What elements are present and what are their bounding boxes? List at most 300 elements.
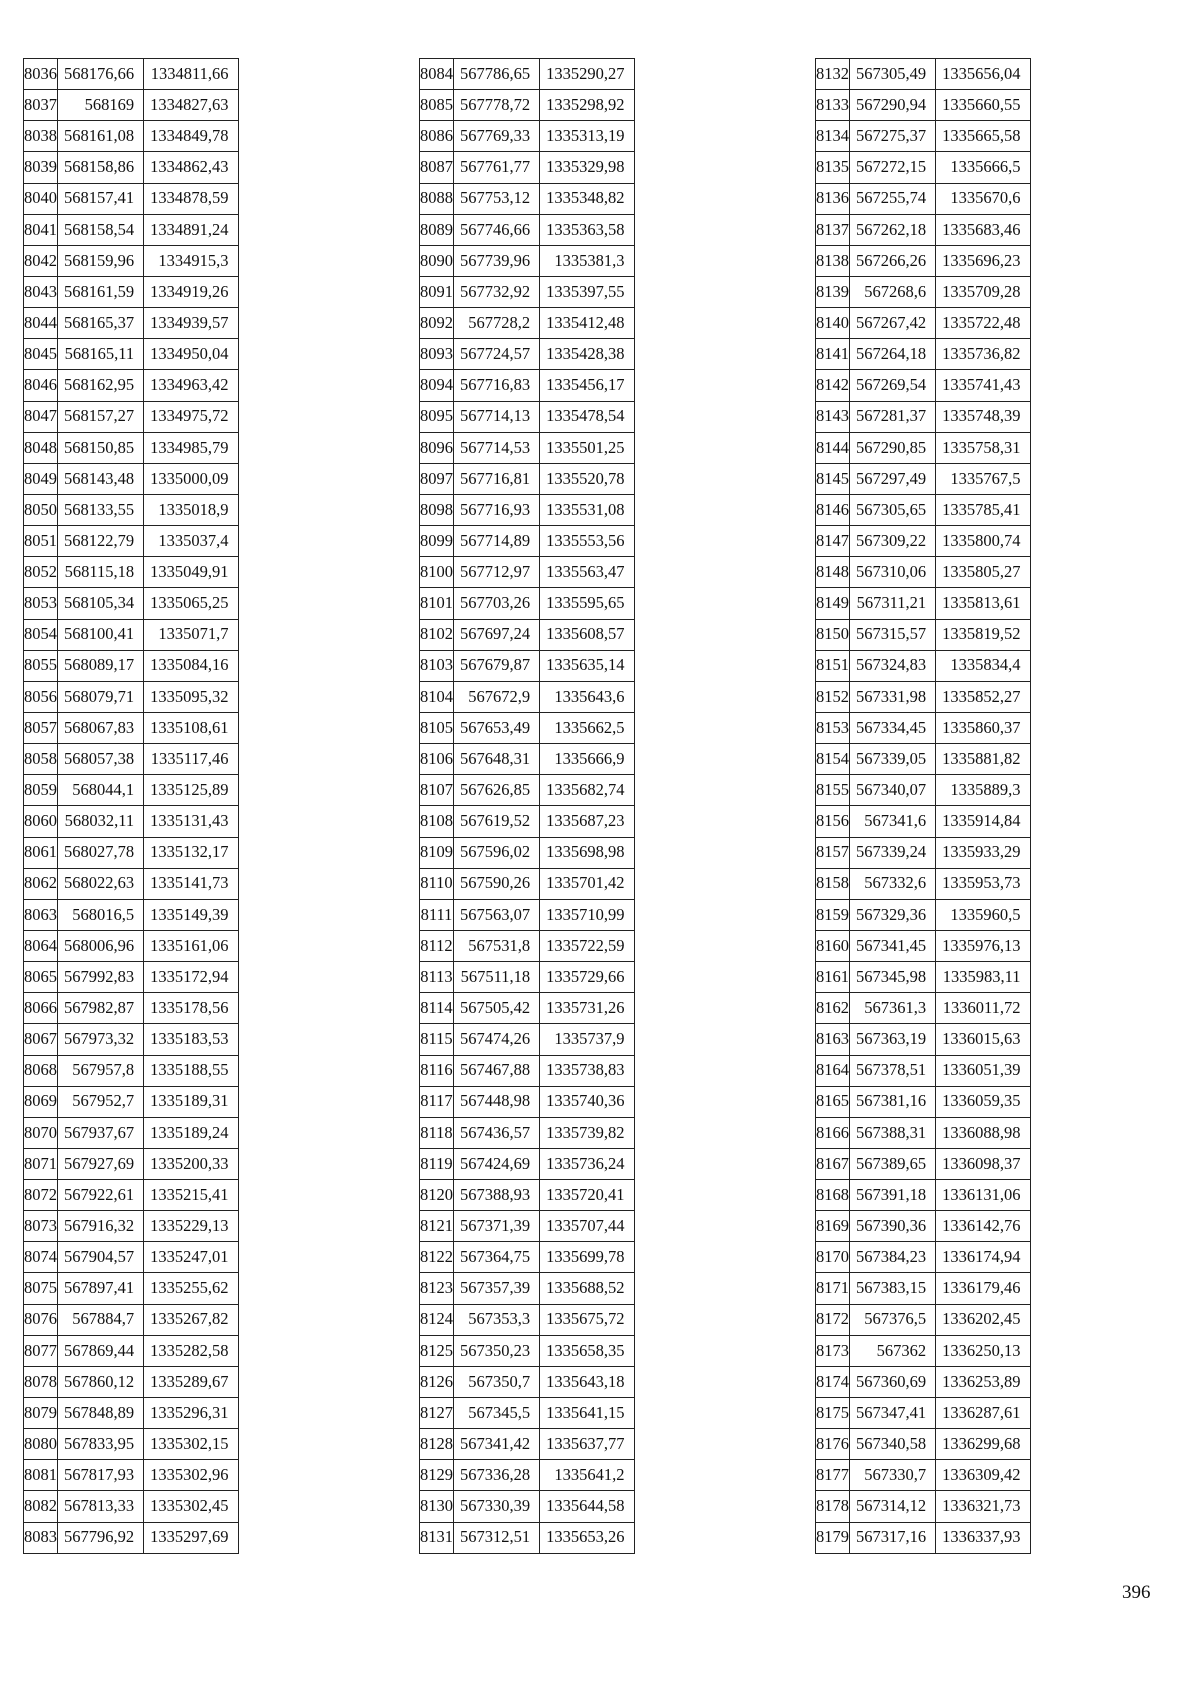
point-number-cell: 8115 [420,1024,454,1055]
point-number-cell: 8089 [420,214,454,245]
y-coordinate-cell: 1335682,74 [540,775,634,806]
y-coordinate-cell: 1335666,5 [936,152,1030,183]
x-coordinate-cell: 567388,31 [850,1117,936,1148]
table-row [816,650,1031,681]
point-number-cell: 8150 [816,619,850,650]
x-coordinate-cell: 567314,12 [850,1491,936,1522]
x-coordinate-cell: 568158,54 [58,214,144,245]
y-coordinate-cell: 1335644,58 [540,1491,634,1522]
x-coordinate-cell: 567378,51 [850,1055,936,1086]
point-number-cell: 8084 [420,59,454,90]
y-coordinate-cell: 1334939,57 [144,308,238,339]
point-number-cell: 8064 [24,930,58,961]
table-row [816,121,1031,152]
x-coordinate-cell: 567505,42 [454,993,540,1024]
point-number-cell: 8157 [816,837,850,868]
y-coordinate-cell: 1335397,55 [540,276,634,307]
point-number-cell: 8104 [420,681,454,712]
table-row [816,962,1031,993]
table-row [24,993,239,1024]
point-number-cell: 8095 [420,401,454,432]
y-coordinate-cell: 1336051,39 [936,1055,1030,1086]
table-row [420,868,635,899]
x-coordinate-cell: 567769,33 [454,121,540,152]
y-coordinate-cell: 1335065,25 [144,588,238,619]
table-row [24,1304,239,1335]
point-number-cell: 8066 [24,993,58,1024]
table-row [816,1366,1031,1397]
x-coordinate-cell: 567267,42 [850,308,936,339]
x-coordinate-cell: 567897,41 [58,1273,144,1304]
point-number-cell: 8039 [24,152,58,183]
table-row [420,806,635,837]
y-coordinate-cell: 1335738,83 [540,1055,634,1086]
point-number-cell: 8129 [420,1460,454,1491]
x-coordinate-cell: 567341,42 [454,1429,540,1460]
table-row [816,1429,1031,1460]
x-coordinate-cell: 567262,18 [850,214,936,245]
point-number-cell: 8077 [24,1335,58,1366]
table-row [816,744,1031,775]
x-coordinate-cell: 567796,92 [58,1522,144,1553]
point-number-cell: 8100 [420,557,454,588]
point-number-cell: 8097 [420,463,454,494]
table-row [24,1491,239,1522]
x-coordinate-cell: 567869,44 [58,1335,144,1366]
y-coordinate-cell: 1335653,26 [540,1522,634,1553]
point-number-cell: 8054 [24,619,58,650]
point-number-cell: 8053 [24,588,58,619]
table-row [420,1055,635,1086]
x-coordinate-cell: 567297,49 [850,463,936,494]
table-row [420,152,635,183]
point-number-cell: 8068 [24,1055,58,1086]
x-coordinate-cell: 567732,92 [454,276,540,307]
table-row [816,339,1031,370]
x-coordinate-cell: 567329,36 [850,899,936,930]
y-coordinate-cell: 1335881,82 [936,744,1030,775]
y-coordinate-cell: 1336088,98 [936,1117,1030,1148]
y-coordinate-cell: 1335748,39 [936,401,1030,432]
y-coordinate-cell: 1335000,09 [144,463,238,494]
point-number-cell: 8098 [420,494,454,525]
point-number-cell: 8048 [24,432,58,463]
x-coordinate-cell: 567474,26 [454,1024,540,1055]
table-row [816,1273,1031,1304]
y-coordinate-cell: 1335953,73 [936,868,1030,899]
point-number-cell: 8059 [24,775,58,806]
x-coordinate-cell: 568022,63 [58,868,144,899]
x-coordinate-cell: 567761,77 [454,152,540,183]
y-coordinate-cell: 1335976,13 [936,930,1030,961]
table-row [24,899,239,930]
y-coordinate-cell: 1335729,66 [540,962,634,993]
y-coordinate-cell: 1336098,37 [936,1148,1030,1179]
x-coordinate-cell: 567330,39 [454,1491,540,1522]
table-row [420,557,635,588]
x-coordinate-cell: 567336,28 [454,1460,540,1491]
point-number-cell: 8121 [420,1211,454,1242]
y-coordinate-cell: 1335641,15 [540,1398,634,1429]
table-row [420,1460,635,1491]
point-number-cell: 8119 [420,1148,454,1179]
y-coordinate-cell: 1335172,94 [144,962,238,993]
point-number-cell: 8069 [24,1086,58,1117]
table-row [420,1117,635,1148]
y-coordinate-cell: 1335662,5 [540,712,634,743]
y-coordinate-cell: 1335149,39 [144,899,238,930]
x-coordinate-cell: 568157,27 [58,401,144,432]
x-coordinate-cell: 567531,8 [454,930,540,961]
x-coordinate-cell: 567317,16 [850,1522,936,1553]
table-row [420,1211,635,1242]
y-coordinate-cell: 1335983,11 [936,962,1030,993]
x-coordinate-cell: 567679,87 [454,650,540,681]
table-row [816,1055,1031,1086]
point-number-cell: 8041 [24,214,58,245]
point-number-cell: 8109 [420,837,454,868]
point-number-cell: 8138 [816,245,850,276]
y-coordinate-cell: 1335329,98 [540,152,634,183]
table-row [24,806,239,837]
y-coordinate-cell: 1335520,78 [540,463,634,494]
x-coordinate-cell: 567937,67 [58,1117,144,1148]
y-coordinate-cell: 1334811,66 [144,59,238,90]
point-number-cell: 8175 [816,1398,850,1429]
table-row [420,1429,635,1460]
x-coordinate-cell: 567340,58 [850,1429,936,1460]
table-row [816,152,1031,183]
point-number-cell: 8168 [816,1180,850,1211]
x-coordinate-cell: 567281,37 [850,401,936,432]
x-coordinate-cell: 567275,37 [850,121,936,152]
table-row [420,1398,635,1429]
point-number-cell: 8082 [24,1491,58,1522]
point-number-cell: 8120 [420,1180,454,1211]
point-number-cell: 8050 [24,494,58,525]
point-number-cell: 8116 [420,1055,454,1086]
table-row [420,308,635,339]
table-row [420,993,635,1024]
point-number-cell: 8088 [420,183,454,214]
x-coordinate-cell: 568162,95 [58,370,144,401]
point-number-cell: 8106 [420,744,454,775]
table-row [24,1211,239,1242]
point-number-cell: 8061 [24,837,58,868]
x-coordinate-cell: 567264,18 [850,339,936,370]
point-number-cell: 8090 [420,245,454,276]
table-row [816,245,1031,276]
y-coordinate-cell: 1336202,45 [936,1304,1030,1335]
point-number-cell: 8170 [816,1242,850,1273]
table-row [816,1460,1031,1491]
table-row [24,1148,239,1179]
point-number-cell: 8102 [420,619,454,650]
y-coordinate-cell: 1335687,23 [540,806,634,837]
table-row [420,432,635,463]
table-row [816,557,1031,588]
x-coordinate-cell: 567272,15 [850,152,936,183]
table-row [816,90,1031,121]
point-number-cell: 8093 [420,339,454,370]
table-row [420,1148,635,1179]
y-coordinate-cell: 1335298,92 [540,90,634,121]
y-coordinate-cell: 1335282,58 [144,1335,238,1366]
x-coordinate-cell: 568006,96 [58,930,144,961]
x-coordinate-cell: 568176,66 [58,59,144,90]
y-coordinate-cell: 1335297,69 [144,1522,238,1553]
y-coordinate-cell: 1335656,04 [936,59,1030,90]
y-coordinate-cell: 1335247,01 [144,1242,238,1273]
y-coordinate-cell: 1335255,62 [144,1273,238,1304]
y-coordinate-cell: 1336253,89 [936,1366,1030,1397]
x-coordinate-cell: 567383,15 [850,1273,936,1304]
y-coordinate-cell: 1335290,27 [540,59,634,90]
point-number-cell: 8094 [420,370,454,401]
x-coordinate-cell: 567362 [850,1335,936,1366]
table-row [420,183,635,214]
point-number-cell: 8146 [816,494,850,525]
point-number-cell: 8112 [420,930,454,961]
x-coordinate-cell: 567305,65 [850,494,936,525]
x-coordinate-cell: 567619,52 [454,806,540,837]
y-coordinate-cell: 1335660,55 [936,90,1030,121]
y-coordinate-cell: 1336142,76 [936,1211,1030,1242]
point-number-cell: 8083 [24,1522,58,1553]
y-coordinate-cell: 1336174,94 [936,1242,1030,1273]
point-number-cell: 8158 [816,868,850,899]
table-row [420,775,635,806]
table-row [816,59,1031,90]
point-number-cell: 8122 [420,1242,454,1273]
y-coordinate-cell: 1335553,56 [540,526,634,557]
point-number-cell: 8058 [24,744,58,775]
x-coordinate-cell: 567324,83 [850,650,936,681]
y-coordinate-cell: 1336250,13 [936,1335,1030,1366]
x-coordinate-cell: 567363,19 [850,1024,936,1055]
y-coordinate-cell: 1335758,31 [936,432,1030,463]
x-coordinate-cell: 567388,93 [454,1180,540,1211]
table-row [24,370,239,401]
y-coordinate-cell: 1335675,72 [540,1304,634,1335]
point-number-cell: 8113 [420,962,454,993]
y-coordinate-cell: 1335595,65 [540,588,634,619]
x-coordinate-cell: 567345,98 [850,962,936,993]
y-coordinate-cell: 1335722,59 [540,930,634,961]
y-coordinate-cell: 1335412,48 [540,308,634,339]
table-row [816,463,1031,494]
point-number-cell: 8144 [816,432,850,463]
x-coordinate-cell: 567778,72 [454,90,540,121]
point-number-cell: 8114 [420,993,454,1024]
point-number-cell: 8177 [816,1460,850,1491]
x-coordinate-cell: 567596,02 [454,837,540,868]
y-coordinate-cell: 1335707,44 [540,1211,634,1242]
table-row [420,744,635,775]
x-coordinate-cell: 568105,34 [58,588,144,619]
table-row [420,650,635,681]
y-coordinate-cell: 1335960,5 [936,899,1030,930]
table-row [24,463,239,494]
point-number-cell: 8128 [420,1429,454,1460]
x-coordinate-cell: 568057,38 [58,744,144,775]
y-coordinate-cell: 1336011,72 [936,993,1030,1024]
x-coordinate-cell: 567357,39 [454,1273,540,1304]
point-number-cell: 8107 [420,775,454,806]
x-coordinate-cell: 567833,95 [58,1429,144,1460]
point-number-cell: 8118 [420,1117,454,1148]
table-row [420,90,635,121]
table-row [420,1273,635,1304]
x-coordinate-cell: 567982,87 [58,993,144,1024]
x-coordinate-cell: 567813,33 [58,1491,144,1522]
table-row [24,276,239,307]
x-coordinate-cell: 567390,36 [850,1211,936,1242]
point-number-cell: 8092 [420,308,454,339]
table-row [816,930,1031,961]
table-row [420,1335,635,1366]
y-coordinate-cell: 1334963,42 [144,370,238,401]
x-coordinate-cell: 567309,22 [850,526,936,557]
point-number-cell: 8124 [420,1304,454,1335]
x-coordinate-cell: 567389,65 [850,1148,936,1179]
y-coordinate-cell: 1335200,33 [144,1148,238,1179]
x-coordinate-cell: 568044,1 [58,775,144,806]
point-number-cell: 8073 [24,1211,58,1242]
point-number-cell: 8038 [24,121,58,152]
table-row [816,681,1031,712]
point-number-cell: 8152 [816,681,850,712]
y-coordinate-cell: 1336059,35 [936,1086,1030,1117]
table-row [816,775,1031,806]
point-number-cell: 8160 [816,930,850,961]
table-row [816,899,1031,930]
x-coordinate-cell: 567728,2 [454,308,540,339]
table-row [24,962,239,993]
table-row [420,1180,635,1211]
y-coordinate-cell: 1335183,53 [144,1024,238,1055]
point-number-cell: 8117 [420,1086,454,1117]
table-row [24,432,239,463]
point-number-cell: 8162 [816,993,850,1024]
y-coordinate-cell: 1335683,46 [936,214,1030,245]
x-coordinate-cell: 567330,7 [850,1460,936,1491]
x-coordinate-cell: 568032,11 [58,806,144,837]
point-number-cell: 8075 [24,1273,58,1304]
y-coordinate-cell: 1336131,06 [936,1180,1030,1211]
point-number-cell: 8133 [816,90,850,121]
y-coordinate-cell: 1335805,27 [936,557,1030,588]
table-row [24,1429,239,1460]
table-row [816,1491,1031,1522]
table-row [24,1522,239,1553]
y-coordinate-cell: 1335819,52 [936,619,1030,650]
table-row [24,1024,239,1055]
point-number-cell: 8151 [816,650,850,681]
table-row [816,494,1031,525]
y-coordinate-cell: 1335736,24 [540,1148,634,1179]
point-number-cell: 8140 [816,308,850,339]
x-coordinate-cell: 567860,12 [58,1366,144,1397]
table-row [420,276,635,307]
y-coordinate-cell: 1335813,61 [936,588,1030,619]
table-row [816,806,1031,837]
point-number-cell: 8078 [24,1366,58,1397]
x-coordinate-cell: 567268,6 [850,276,936,307]
table-row [420,712,635,743]
table-row [816,1211,1031,1242]
x-coordinate-cell: 567341,6 [850,806,936,837]
x-coordinate-cell: 567364,75 [454,1242,540,1273]
table-row [24,183,239,214]
x-coordinate-cell: 567381,16 [850,1086,936,1117]
coordinate-table-1 [23,58,239,1554]
y-coordinate-cell: 1335709,28 [936,276,1030,307]
y-coordinate-cell: 1335215,41 [144,1180,238,1211]
x-coordinate-cell: 567360,69 [850,1366,936,1397]
y-coordinate-cell: 1335670,6 [936,183,1030,214]
x-coordinate-cell: 567448,98 [454,1086,540,1117]
point-number-cell: 8055 [24,650,58,681]
table-row [420,214,635,245]
table-row [420,121,635,152]
x-coordinate-cell: 568079,71 [58,681,144,712]
point-number-cell: 8143 [816,401,850,432]
y-coordinate-cell: 1336015,63 [936,1024,1030,1055]
point-number-cell: 8072 [24,1180,58,1211]
table-row [24,930,239,961]
y-coordinate-cell: 1335531,08 [540,494,634,525]
y-coordinate-cell: 1335731,26 [540,993,634,1024]
x-coordinate-cell: 567340,07 [850,775,936,806]
table-row [816,214,1031,245]
x-coordinate-cell: 568143,48 [58,463,144,494]
table-row [24,1398,239,1429]
table-row [816,308,1031,339]
y-coordinate-cell: 1336179,46 [936,1273,1030,1304]
point-number-cell: 8091 [420,276,454,307]
point-number-cell: 8173 [816,1335,850,1366]
y-coordinate-cell: 1335720,41 [540,1180,634,1211]
point-number-cell: 8174 [816,1366,850,1397]
x-coordinate-cell: 568169 [58,90,144,121]
x-coordinate-cell: 567716,83 [454,370,540,401]
y-coordinate-cell: 1335834,4 [936,650,1030,681]
y-coordinate-cell: 1334862,43 [144,152,238,183]
point-number-cell: 8172 [816,1304,850,1335]
point-number-cell: 8105 [420,712,454,743]
table-row [24,121,239,152]
x-coordinate-cell: 567697,24 [454,619,540,650]
x-coordinate-cell: 567957,8 [58,1055,144,1086]
point-number-cell: 8159 [816,899,850,930]
y-coordinate-cell: 1335741,43 [936,370,1030,401]
y-coordinate-cell: 1335095,32 [144,681,238,712]
point-number-cell: 8178 [816,1491,850,1522]
y-coordinate-cell: 1335428,38 [540,339,634,370]
x-coordinate-cell: 568157,41 [58,183,144,214]
x-coordinate-cell: 568027,78 [58,837,144,868]
table-row [420,245,635,276]
table-row [420,59,635,90]
x-coordinate-cell: 567511,18 [454,962,540,993]
point-number-cell: 8080 [24,1429,58,1460]
y-coordinate-cell: 1335037,4 [144,526,238,557]
y-coordinate-cell: 1335161,06 [144,930,238,961]
y-coordinate-cell: 1335188,55 [144,1055,238,1086]
x-coordinate-cell: 567904,57 [58,1242,144,1273]
table-row [420,588,635,619]
